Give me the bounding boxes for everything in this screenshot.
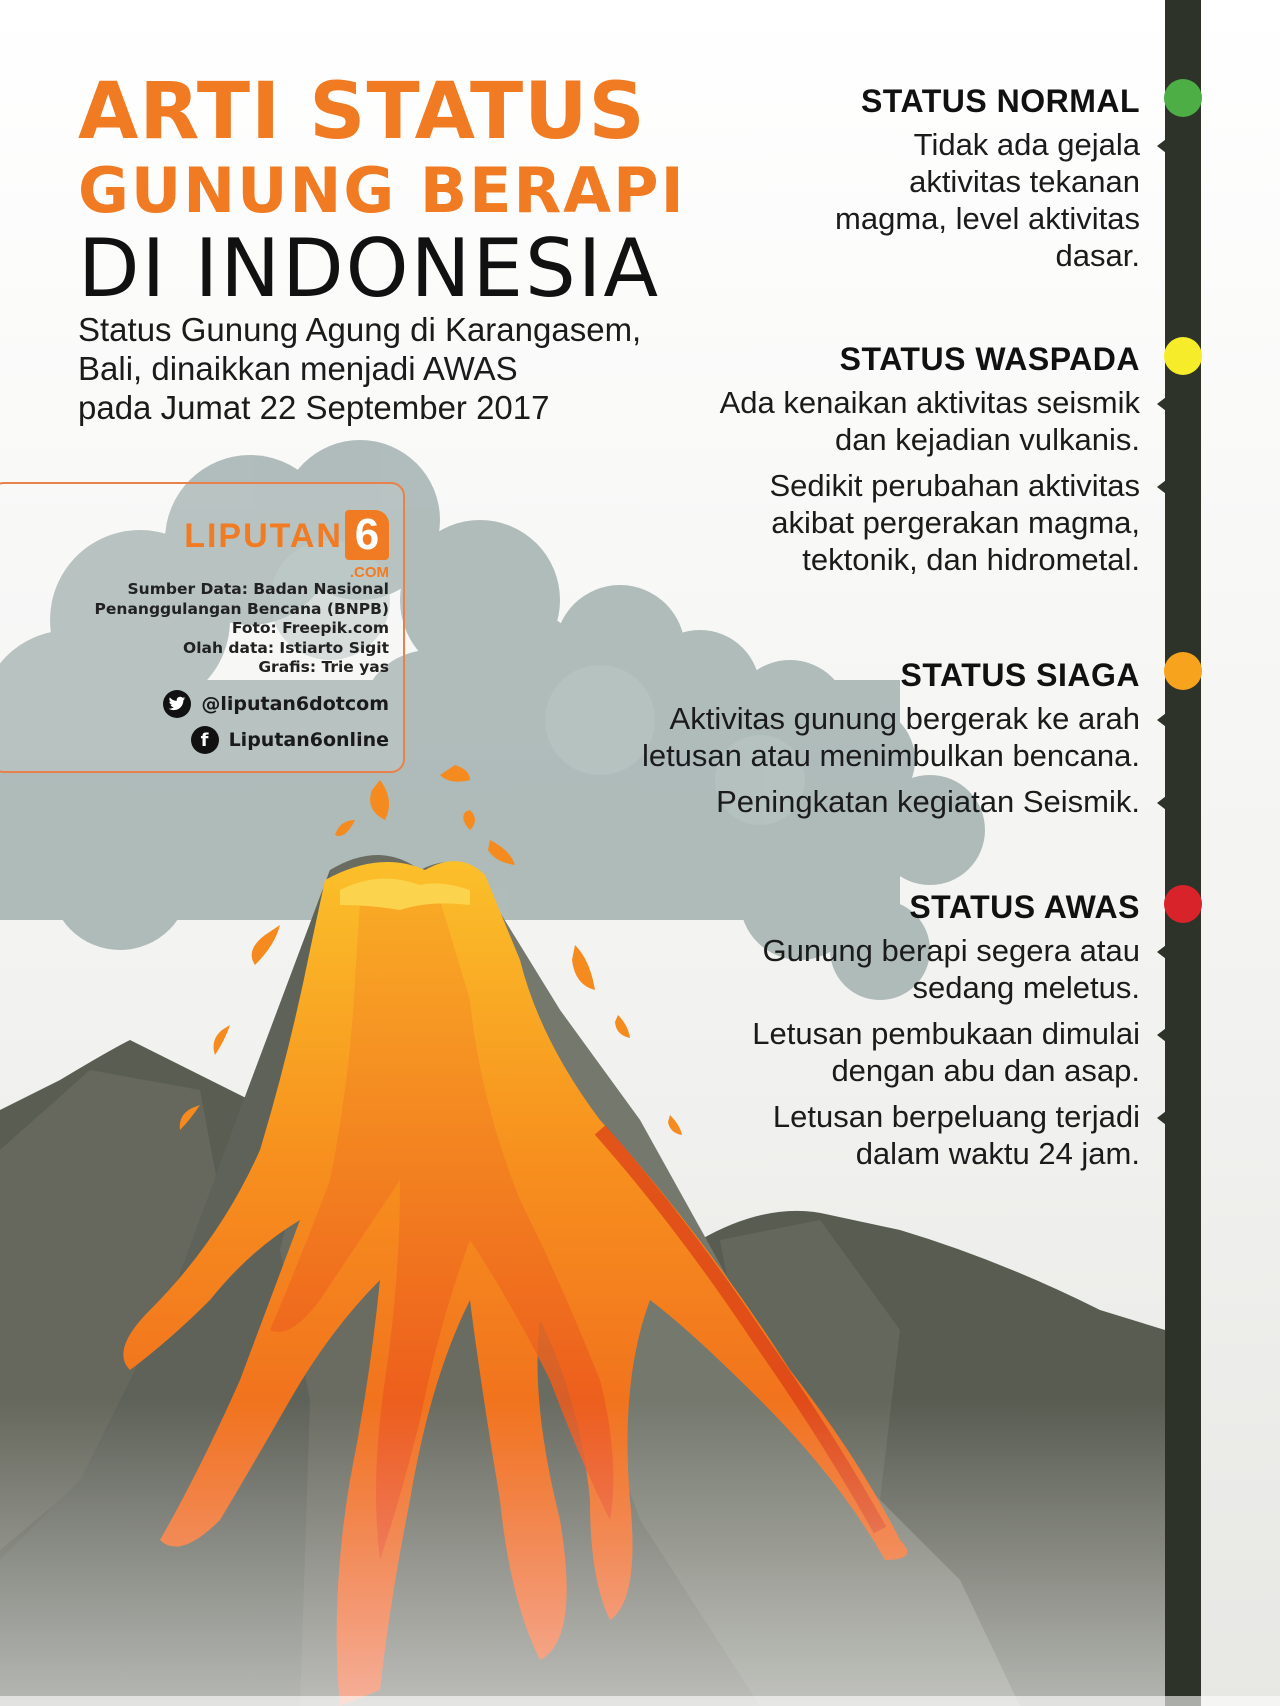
logo-number: 6	[345, 510, 389, 560]
status-description	[420, 126, 1140, 274]
description-line: Letusan pembukaan dimulai	[752, 1016, 1140, 1051]
pointer-arrow-icon	[1157, 1108, 1170, 1128]
description-line: tektonik, dan hidrometal.	[802, 542, 1140, 577]
status-siaga	[420, 656, 1140, 820]
pointer-arrow-icon	[1157, 1025, 1170, 1045]
pointer-arrow-icon	[1157, 136, 1170, 156]
status-dot-siaga	[1164, 652, 1202, 690]
title-line-1: ARTI STATUS	[78, 67, 646, 157]
bottom-fog-strip	[0, 1696, 1280, 1706]
pointer-arrow-icon	[1157, 942, 1170, 962]
pointer-arrow-icon	[1157, 710, 1170, 730]
status-dot-awas	[1164, 885, 1202, 923]
description-line: Ada kenaikan aktivitas seismik	[719, 385, 1140, 420]
status-title: STATUS SIAGA	[900, 657, 1140, 693]
pointer-arrow-icon	[1157, 793, 1170, 813]
status-dot-normal	[1164, 79, 1202, 117]
status-description	[420, 700, 1140, 774]
description-line: dasar.	[1055, 238, 1140, 273]
timeline-bar	[1165, 0, 1201, 1706]
status-description	[420, 384, 1140, 458]
description-line: dalam waktu 24 jam.	[855, 1136, 1140, 1171]
credits-list	[95, 580, 389, 678]
pointer-arrow-icon	[1157, 394, 1170, 414]
title-line-3: DI INDONESIA	[78, 222, 661, 315]
subtitle-line-1: Status Gunung Agung di Karangasem,	[78, 311, 642, 348]
facebook-page-text: Liputan6online	[228, 729, 389, 751]
subtitle-line-3: pada Jumat 22 September 2017	[78, 389, 550, 426]
subtitle-line-2: Bali, dinaikkan menjadi AWAS	[78, 350, 518, 387]
credit-line: Grafis: Trie yas	[258, 658, 389, 676]
credit-box	[0, 482, 405, 773]
status-title: STATUS WASPADA	[839, 341, 1140, 377]
description-line: Gunung berapi segera atau	[762, 933, 1140, 968]
description-line: dengan abu dan asap.	[831, 1053, 1140, 1088]
description-line: letusan atau menimbulkan bencana.	[641, 738, 1140, 773]
description-line: dan kejadian vulkanis.	[834, 422, 1140, 457]
description-line: Tidak ada gejala	[913, 127, 1140, 162]
description-line: akibat pergerakan magma,	[771, 505, 1140, 540]
logo-text: LIPUTAN	[184, 517, 343, 555]
twitter-handle-text: @liputan6dotcom	[201, 693, 389, 715]
status-title: STATUS AWAS	[909, 889, 1140, 925]
twitter-bird-icon	[163, 690, 191, 718]
description-line: Letusan berpeluang terjadi	[772, 1099, 1140, 1134]
facebook-page[interactable]	[191, 726, 389, 754]
description-line: Sedikit perubahan aktivitas	[769, 468, 1140, 503]
pointer-arrow-icon	[1157, 477, 1170, 497]
status-title: STATUS NORMAL	[860, 83, 1140, 119]
status-waspada	[420, 340, 1140, 578]
credit-line: Olah data: Istiarto Sigit	[183, 638, 389, 657]
status-awas	[420, 888, 1140, 1172]
description-line: sedang meletus.	[912, 970, 1140, 1005]
status-description	[420, 1015, 1140, 1089]
status-description	[420, 467, 1140, 578]
description-line: Peningkatan kegiatan Seismik.	[716, 784, 1140, 819]
status-normal	[420, 82, 1140, 274]
description-line: aktivitas tekanan	[909, 164, 1140, 199]
credit-line: Penanggulangan Bencana (BNPB)	[94, 599, 389, 618]
title-line-2: GUNUNG BERAPI	[78, 154, 686, 227]
facebook-f-icon: f	[191, 726, 219, 754]
credit-line: Sumber Data: Badan Nasional	[127, 580, 389, 598]
credit-line: Foto: Freepik.com	[231, 619, 389, 637]
twitter-handle[interactable]	[163, 690, 389, 718]
status-dot-waspada	[1164, 337, 1202, 375]
status-description	[420, 783, 1140, 820]
logo-suffix: .COM	[349, 564, 389, 581]
description-line: magma, level aktivitas	[835, 201, 1140, 236]
description-line: Aktivitas gunung bergerak ke arah	[669, 701, 1140, 736]
status-description	[420, 932, 1140, 1006]
liputan6-logo[interactable]	[184, 510, 389, 581]
status-description	[420, 1098, 1140, 1172]
